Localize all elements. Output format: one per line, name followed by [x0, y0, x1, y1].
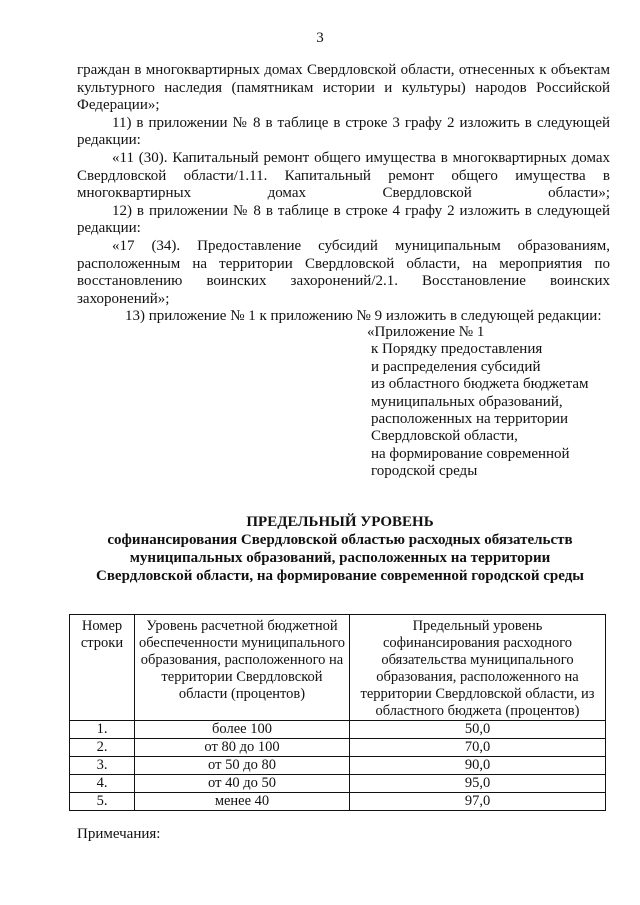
table-row [70, 757, 606, 775]
cell-cofinancing-limit: 70,0 [350, 739, 606, 757]
cell-row-number: 2. [70, 739, 135, 757]
table-row [70, 775, 606, 793]
cell-budget-level: от 40 до 50 [135, 775, 350, 793]
table-row [70, 739, 606, 757]
appendix-title: «Приложение № 1 [367, 324, 485, 340]
cell-budget-level: от 80 до 100 [135, 739, 350, 757]
document-heading [80, 513, 600, 585]
cell-cofinancing-limit: 95,0 [350, 775, 606, 793]
cell-budget-level: менее 40 [135, 793, 350, 811]
header-cofinancing-limit: Предельный уровень софинансирования расходного обязательства муниципального образования, расположенного на территории Свердловской области, из областного бюджета (процентов) [350, 615, 606, 721]
cell-budget-level: более 100 [135, 721, 350, 739]
paragraph: «17 (34). Предоставление субсидий муниципальным образованиям, расположенным на территории Свердловской области, на мероприятия по восстановлению воинских захоронений/2.1. Восстановление воинских захоронений»; [77, 237, 610, 307]
cell-budget-level: от 50 до 80 [135, 757, 350, 775]
paragraph: граждан в многоквартирных домах Свердловской области, отнесенных к объектам культурного наследия (памятникам истории и культуры) народов Российской Федерации»; [77, 62, 610, 114]
paragraph: 11) в приложении № 8 в таблице в строке 3 графу 2 изложить в следующей редакции: [77, 114, 610, 149]
appendix-line: расположенных на территории [371, 411, 569, 428]
cell-cofinancing-limit: 97,0 [350, 793, 606, 811]
cell-cofinancing-limit: 50,0 [350, 721, 606, 739]
heading-subtitle: софинансирования Свердловской областью расходных обязательств муниципальных образований, расположенных на территории Свердловской области, на формирование современной городской среды [96, 532, 584, 584]
page-number: 3 [316, 30, 324, 46]
appendix-line: к Порядку предоставления [371, 341, 543, 358]
cell-row-number: 5. [70, 793, 135, 811]
appendix-line: муниципальных образований, [371, 393, 563, 410]
limits-table [69, 614, 606, 811]
appendix-line: Свердловской области, [371, 428, 518, 445]
appendix-line: из областного бюджета бюджетам [371, 376, 589, 393]
header-budget-level: Уровень расчетной бюджетной обеспеченности муниципального образования, расположенного на территории Свердловской области (процентов) [135, 615, 350, 721]
table-header-row [70, 615, 606, 721]
body-text [77, 62, 610, 326]
appendix-block [367, 324, 588, 481]
cell-cofinancing-limit: 90,0 [350, 757, 606, 775]
cell-row-number: 4. [70, 775, 135, 793]
cell-row-number: 1. [70, 721, 135, 739]
heading-title: ПРЕДЕЛЬНЫЙ УРОВЕНЬ [246, 514, 434, 530]
notes-label: Примечания: [77, 826, 161, 842]
appendix-line: городской среды [371, 463, 478, 480]
header-row-number: Номер строки [70, 615, 135, 721]
table-row [70, 721, 606, 739]
paragraph: 13) приложение № 1 к приложению № 9 изложить в следующей редакции: [125, 308, 602, 325]
table-row [70, 793, 606, 811]
cell-row-number: 3. [70, 757, 135, 775]
appendix-line: на формирование современной [371, 445, 570, 462]
paragraph: «11 (30). Капитальный ремонт общего имущества в многоквартирных домах Свердловской области/1.11. Капитальный ремонт общего имущества в многоквартирных домах Свердловской области»; [77, 149, 610, 202]
paragraph: 12) в приложении № 8 в таблице в строке 4 графу 2 изложить в следующей редакции: [77, 202, 610, 237]
appendix-line: и распределения субсидий [371, 358, 541, 375]
